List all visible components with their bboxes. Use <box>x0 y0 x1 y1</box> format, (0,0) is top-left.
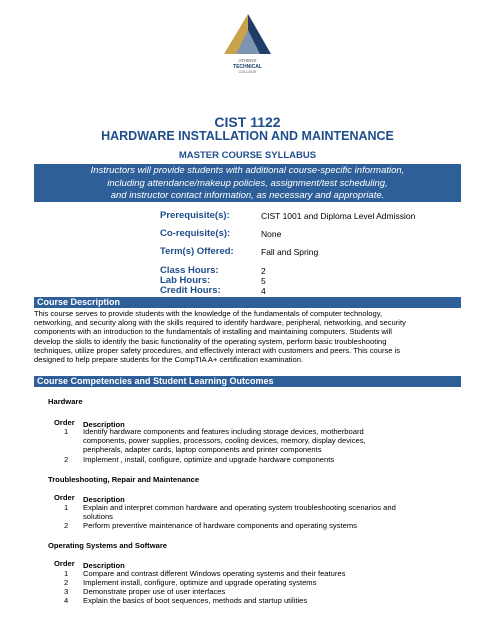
competency-line: Implement install, configure, optimize and upgrade operating systems <box>83 578 317 587</box>
competency-line: Explain the basics of boot sequences, methods and startup utilities <box>83 596 308 605</box>
order-number: 2 <box>64 455 69 464</box>
order-number: 1 <box>64 569 69 578</box>
prerequisite-label: Prerequisite(s): <box>160 210 230 221</box>
course-code: CIST 1122 <box>214 114 281 130</box>
college-logo <box>220 8 275 83</box>
competency-line: Demonstrate proper use of user interfaces <box>83 587 226 596</box>
description-column-header: Description <box>83 420 125 429</box>
order-number: 3 <box>64 587 69 596</box>
prerequisite-value: CIST 1001 and Diploma Level Admission <box>261 211 416 221</box>
description-column-header: Description <box>83 495 125 504</box>
competency-line: components, power supplies, processors, cooling devices, memory, display devices, <box>83 436 366 446</box>
notice-line: Instructors will provide students with additional course-specific information, <box>90 165 405 176</box>
description-line: This course serves to provide students with the knowledge of the fundamentals of computer technology, <box>34 309 383 318</box>
order-number: 4 <box>64 596 69 605</box>
competency-row <box>83 587 225 596</box>
lab-hours-value: 5 <box>261 276 266 286</box>
group-title-troubleshooting: Troubleshooting, Repair and Maintenance <box>48 475 200 484</box>
order-number: 1 <box>64 503 69 512</box>
competency-row <box>83 521 357 530</box>
document-type: MASTER COURSE SYLLABUS <box>178 150 317 161</box>
corequisite-value: None <box>261 229 282 239</box>
order-column-header: Order <box>54 418 75 427</box>
course-title: HARDWARE INSTALLATION AND MAINTENANCE <box>101 129 394 143</box>
description-line: designed to help prepare students for the CompTIA A+ certification examination. <box>34 355 304 365</box>
competencies-heading: Course Competencies and Student Learning Outcomes <box>34 376 461 387</box>
credit-hours-label: Credit Hours: <box>160 285 221 296</box>
competency-line: Perform preventive maintenance of hardware components and operating systems <box>83 521 357 530</box>
corequisite-label: Co-requisite(s): <box>160 228 231 239</box>
competency-line: Explain and interpret common hardware and operating system troubleshooting scenarios and <box>83 503 396 512</box>
competency-row <box>83 503 396 521</box>
competency-row <box>83 569 345 578</box>
competency-line: peripherals, adapter cards, laptop components and printer components <box>83 445 322 455</box>
description-line: networking, and security along with the skills required to identify hardware, peripheral, networking, and security <box>34 318 406 328</box>
competency-row <box>83 455 334 464</box>
terms-offered-label: Term(s) Offered: <box>160 246 234 257</box>
logo-text-1: ATHENS <box>238 58 257 63</box>
competency-line: Implement , install, configure, optimize and upgrade hardware components <box>83 455 335 464</box>
description-line: techniques, utilize proper safety procedures, and effectively interact with customers and peers. This course is <box>34 345 401 355</box>
class-hours-label: Class Hours: <box>160 265 219 276</box>
credit-hours-value: 4 <box>261 286 266 296</box>
course-description-heading: Course Description <box>34 297 461 308</box>
notice-line: and instructor contact information, as necessary and appropriate. <box>110 190 385 201</box>
order-number: 2 <box>64 521 69 530</box>
competency-line: Identify hardware components and features including storage devices, motherboard <box>83 427 364 436</box>
order-number: 1 <box>64 427 69 436</box>
logo-text-3: COLLEGE <box>238 70 257 74</box>
description-line: develop the skills to identify the basic functionality of the operating system, perform basic troubleshooting <box>34 336 387 346</box>
class-hours-value: 2 <box>261 266 266 276</box>
competency-row <box>83 578 316 587</box>
order-number: 2 <box>64 578 69 587</box>
competency-line: Compare and contrast different Windows operating systems and their features <box>83 569 346 578</box>
notice-line: including attendance/makeup policies, assignment/test scheduling, <box>107 177 388 189</box>
instructor-notice <box>34 164 461 202</box>
competency-line: solutions <box>83 512 113 522</box>
group-title-operating-systems: Operating Systems and Software <box>48 541 168 550</box>
competency-row <box>83 596 307 605</box>
order-column-header: Order <box>54 493 75 502</box>
terms-offered-value: Fall and Spring <box>261 247 319 257</box>
description-line: components with an introduction to the fundamentals of installing and maintaining computers. Students will <box>34 327 392 337</box>
competency-row <box>83 427 366 455</box>
group-title-hardware: Hardware <box>48 397 83 406</box>
order-column-header: Order <box>54 559 75 568</box>
description-column-header: Description <box>83 561 125 570</box>
lab-hours-label: Lab Hours: <box>160 275 211 286</box>
course-description-text <box>34 309 464 364</box>
logo-text-2: TECHNICAL <box>233 64 262 70</box>
